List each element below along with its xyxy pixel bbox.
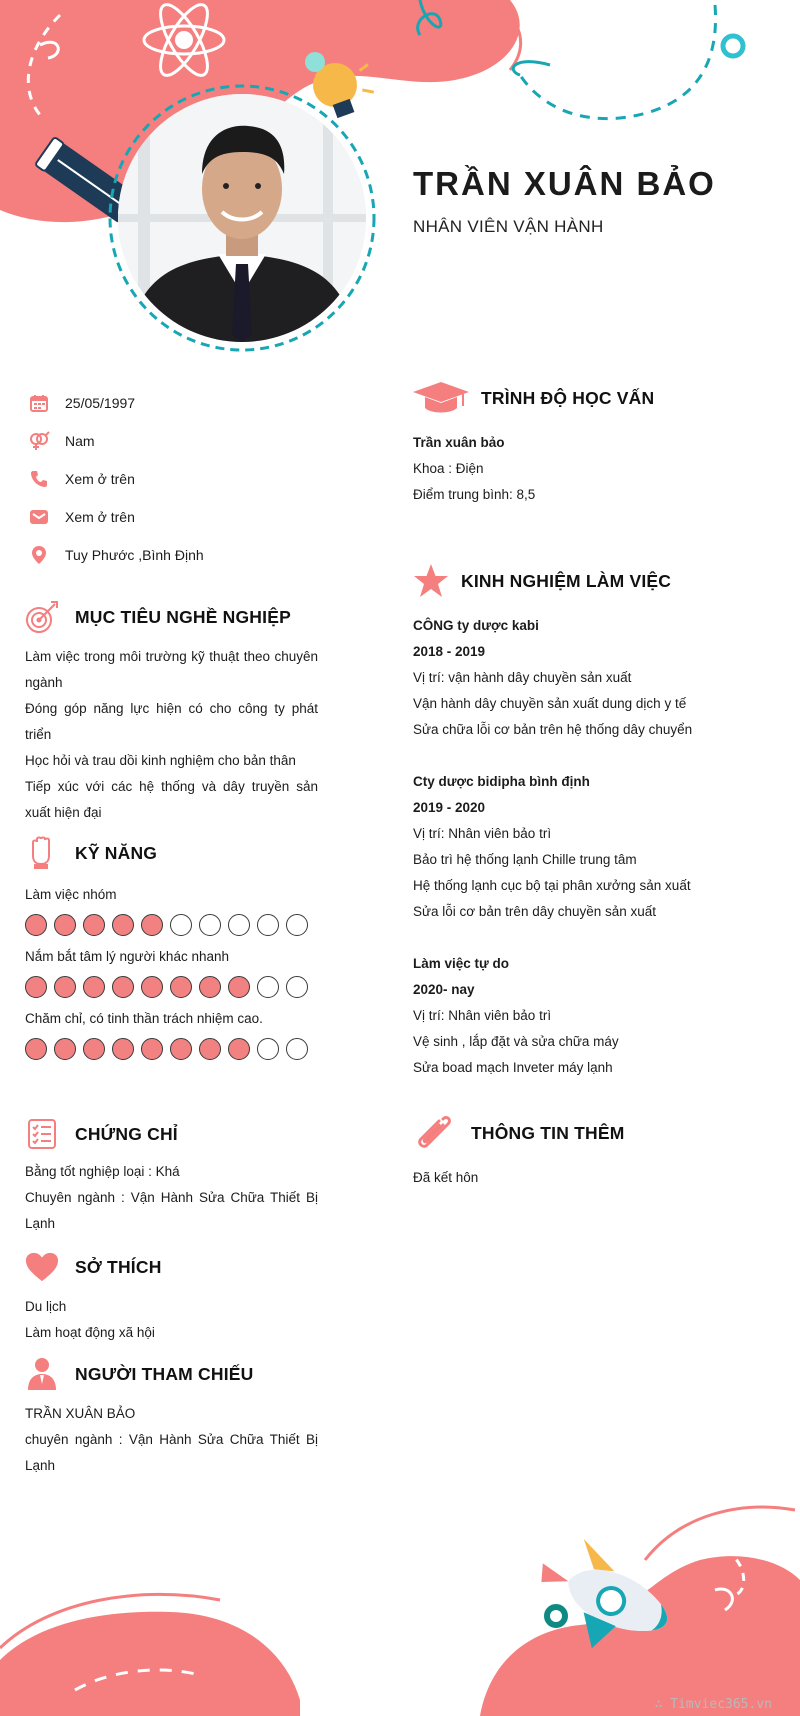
job-entry — [413, 951, 743, 1081]
contact-birthday — [28, 384, 328, 422]
skill-dot-empty — [257, 1038, 279, 1060]
job-line: Sửa boad mạch Inveter máy lạnh — [413, 1060, 613, 1075]
objective-title: MỤC TIÊU NGHỀ NGHIỆP — [75, 607, 291, 627]
job-period: 2020- nay — [413, 982, 475, 997]
contact-birthday-value: 25/05/1997 — [65, 395, 136, 411]
job-line: Vị trí: Nhân viên bảo trì — [413, 826, 552, 841]
skill-item — [25, 1006, 318, 1060]
skill-dot-filled — [141, 1038, 163, 1060]
skill-name: Nắm bắt tâm lý người khác nhanh — [25, 949, 229, 964]
skill-item — [25, 944, 318, 998]
job-line: Sửa lỗi cơ bản trên dây chuyền sản xuất — [413, 904, 657, 919]
job-line: Sửa chữa lỗi cơ bản trên hệ thống dây chuyển — [413, 722, 693, 737]
extra-heading — [413, 1113, 743, 1153]
skill-dot-filled — [199, 1038, 221, 1060]
heart-icon — [25, 1250, 59, 1284]
skill-dot-filled — [199, 976, 221, 998]
candidate-position: NHÂN VIÊN VẬN HÀNH — [413, 217, 604, 236]
skill-dot-filled — [25, 1038, 47, 1060]
skill-dot-empty — [199, 914, 221, 936]
skill-dot-empty — [170, 914, 192, 936]
skill-dot-filled — [141, 914, 163, 936]
job-line: Vệ sinh , lắp đặt và sửa chữa máy — [413, 1034, 619, 1049]
objective-line: Tiếp xúc với các hệ thống và dây truyền sản xuất hiện đại — [25, 779, 318, 820]
references-section — [25, 1357, 318, 1479]
skill-name: Chăm chỉ, có tinh thần trách nhiệm cao. — [25, 1011, 263, 1026]
contact-email — [28, 498, 328, 536]
skill-dot-filled — [25, 914, 47, 936]
skill-dot-filled — [170, 976, 192, 998]
contact-phone-value[interactable]: Xem ở trên — [65, 471, 135, 487]
person-icon — [25, 1357, 59, 1391]
education-line: Khoa : Điện — [413, 461, 484, 476]
location-icon — [28, 544, 50, 566]
certificate-line: Bằng tốt nghiệp loại : Khá — [25, 1164, 180, 1179]
extra-line: Đã kết hôn — [413, 1170, 479, 1185]
target-icon — [25, 600, 59, 634]
paperclip-icon — [413, 1113, 453, 1153]
job-line: Vị trí: vận hành dây chuyền sản xuất — [413, 670, 632, 685]
reference-line: chuyên ngành : Vận Hành Sửa Chữa Thiết Bị Lạnh — [25, 1432, 318, 1473]
hobby-line: Làm hoạt động xã hội — [25, 1325, 155, 1340]
watermark: ∴ Timviec365.vn — [654, 1697, 772, 1712]
skill-dot-filled — [83, 1038, 105, 1060]
calendar-icon — [28, 392, 50, 414]
skills-title: KỸ NĂNG — [75, 843, 158, 863]
job-line: Hệ thống lạnh cục bộ tại phân xưởng sản xuất — [413, 878, 691, 893]
fist-icon — [25, 836, 59, 870]
candidate-name: TRẦN XUÂN BẢO — [413, 165, 716, 202]
hobbies-title: SỞ THÍCH — [75, 1257, 162, 1277]
skill-item — [25, 882, 318, 936]
skill-dot-empty — [286, 1038, 308, 1060]
job-line: Vị trí: Nhân viên bảo trì — [413, 1008, 552, 1023]
skill-dot-filled — [228, 1038, 250, 1060]
contact-gender-value: Nam — [65, 433, 95, 449]
job-entry — [413, 769, 743, 925]
education-title: TRÌNH ĐỘ HỌC VẤN — [481, 388, 655, 408]
skill-dot-empty — [257, 976, 279, 998]
extra-title: THÔNG TIN THÊM — [471, 1123, 625, 1143]
skill-dot-filled — [83, 914, 105, 936]
experience-section — [413, 563, 743, 1081]
objective-line: Học hỏi và trau dồi kinh nghiệm cho bản thân — [25, 753, 296, 768]
contact-phone — [28, 460, 328, 498]
job-company: CÔNG ty dược kabi — [413, 618, 539, 633]
job-company: Cty dược bidipha bình định — [413, 774, 590, 789]
skill-dot-filled — [25, 976, 47, 998]
education-section — [413, 380, 743, 508]
objective-heading — [25, 600, 318, 634]
graduation-cap-icon — [413, 380, 469, 416]
extra-section — [413, 1113, 743, 1191]
references-title: NGƯỜI THAM CHIẾU — [75, 1364, 254, 1384]
skill-dot-filled — [54, 914, 76, 936]
skill-dot-filled — [112, 976, 134, 998]
job-line: Vận hành dây chuyền sản xuất dung dịch y tế — [413, 696, 687, 711]
skill-dot-filled — [228, 976, 250, 998]
certificates-heading — [25, 1117, 318, 1151]
experience-title: KINH NGHIỆM LÀM VIỆC — [461, 571, 672, 591]
hobbies-heading — [25, 1250, 318, 1284]
skill-dot-filled — [54, 976, 76, 998]
objective-section — [25, 600, 318, 826]
hobby-line: Du lịch — [25, 1299, 67, 1314]
job-period: 2018 - 2019 — [413, 644, 486, 659]
contact-list — [28, 384, 328, 574]
email-icon — [28, 506, 50, 528]
skill-dot-empty — [286, 976, 308, 998]
objective-line: Đóng góp năng lực hiện có cho công ty phát triển — [25, 701, 318, 742]
contact-address — [28, 536, 328, 574]
header — [413, 165, 716, 237]
skill-dot-empty — [228, 914, 250, 936]
skill-rating — [25, 976, 318, 998]
skills-heading — [25, 836, 318, 870]
job-company: Làm việc tự do — [413, 956, 510, 971]
certificates-section — [25, 1117, 318, 1237]
skill-dot-filled — [112, 1038, 134, 1060]
education-line: Điểm trung bình: 8,5 — [413, 487, 536, 502]
hobbies-section — [25, 1250, 318, 1346]
job-line: Bảo trì hệ thống lạnh Chille trung tâm — [413, 852, 637, 867]
contact-gender — [28, 422, 328, 460]
contact-address-value: Tuy Phước ,Bình Định — [65, 547, 204, 563]
references-heading — [25, 1357, 318, 1391]
skill-dot-filled — [141, 976, 163, 998]
phone-icon — [28, 468, 50, 490]
skill-name: Làm việc nhóm — [25, 887, 117, 902]
skill-rating — [25, 1038, 318, 1060]
skill-dot-empty — [286, 914, 308, 936]
skills-section — [25, 836, 318, 1068]
skill-dot-filled — [170, 1038, 192, 1060]
education-heading — [413, 380, 743, 416]
certificates-title: CHỨNG CHỈ — [75, 1124, 178, 1144]
certificate-line: Chuyên ngành : Vận Hành Sửa Chữa Thiết Bị Lạnh — [25, 1190, 318, 1231]
star-icon — [413, 563, 449, 599]
profile-photo — [118, 94, 366, 342]
gender-icon — [28, 430, 50, 452]
contact-email-value[interactable]: Xem ở trên — [65, 509, 135, 525]
skill-dot-filled — [112, 914, 134, 936]
job-entry — [413, 613, 743, 743]
skill-dot-filled — [83, 976, 105, 998]
job-period: 2019 - 2020 — [413, 800, 486, 815]
objective-line: Làm việc trong môi trường kỹ thuật theo chuyên ngành — [25, 649, 318, 690]
experience-heading — [413, 563, 743, 599]
checklist-icon — [25, 1117, 59, 1151]
skill-rating — [25, 914, 318, 936]
skill-dot-filled — [54, 1038, 76, 1060]
skill-dot-empty — [257, 914, 279, 936]
education-school: Trần xuân bảo — [413, 435, 505, 450]
reference-line: TRẦN XUÂN BẢO — [25, 1406, 136, 1421]
